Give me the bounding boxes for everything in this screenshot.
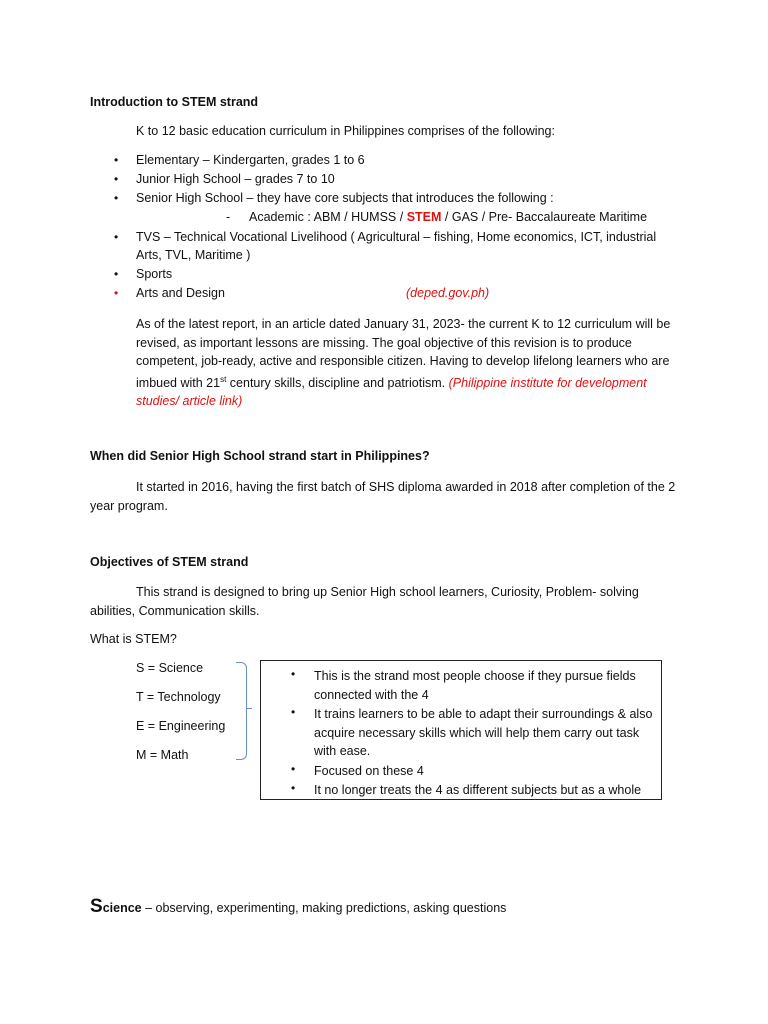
stem-highlight: STEM (406, 210, 442, 224)
brace-icon (236, 662, 247, 760)
list-item: Junior High School – grades 7 to 10 (136, 172, 335, 186)
shs-heading: When did Senior High School strand start in Philippines? (90, 449, 430, 463)
bullet-icon: • (114, 267, 119, 281)
bullet-icon: • (291, 762, 296, 776)
report-tail: century skills, discipline and patriotism. (226, 375, 449, 390)
academic-line (249, 210, 647, 224)
list-item: Senior High School – they have core subjects that introduces the following : (136, 191, 554, 205)
objectives-heading: Objectives of STEM strand (90, 555, 249, 569)
what-is-stem: What is STEM? (90, 632, 177, 646)
bullet-icon: • (291, 705, 296, 719)
dash-marker: - (226, 210, 231, 224)
bullet-icon-red: • (114, 286, 119, 300)
report-paragraph (136, 315, 676, 411)
science-word: cience (102, 901, 142, 915)
list-item-tvs-2: Arts, TVL, Maritime ) (136, 248, 251, 262)
science-initial: S (90, 896, 103, 917)
box-point: Focused on these 4 (314, 764, 424, 778)
objectives-paragraph: This strand is designed to bring up Senior High school learners, Curiosity, Problem- solving abilities, Communication skills. (90, 585, 639, 618)
report-text: As of the latest report, in an article dated January 31, 2023- the current K to 12 curriculum will be revised, as important lessons are missing. The goal objective of this revision is to produce competent, job-ready, active and responsible citizen. Having to develop lifelong learners who are imbued with 21 (136, 317, 671, 390)
academic-prefix: Academic : ABM / HUMSS / (249, 210, 407, 224)
science-line (90, 896, 506, 918)
stem-letter-s: S = Science (136, 661, 204, 675)
academic-suffix: / GAS / Pre- Baccalaureate Maritime (441, 210, 648, 224)
list-item-sports: Sports (136, 267, 173, 281)
intro-lead: K to 12 basic education curriculum in Philippines comprises of the following: (136, 124, 555, 138)
report-source: (Philippine institute for development studies/ article link) (136, 375, 647, 409)
stem-letter-t: T = Technology (136, 690, 221, 704)
source-citation: (deped.gov.ph) (406, 286, 490, 300)
box-point: It trains learners to be able to adapt their surroundings & also acquire necessary skills which will help them carry out task with ease. (314, 707, 653, 758)
stem-letter-m: M = Math (136, 748, 189, 762)
box-point: This is the strand most people choose if they pursue fields connected with the 4 (314, 669, 636, 702)
shs-paragraph: It started in 2016, having the first batch of SHS diploma awarded in 2018 after completion of the 2 year program. (90, 480, 676, 513)
science-desc: – observing, experimenting, making predictions, asking questions (141, 901, 507, 915)
bullet-icon: • (291, 667, 296, 681)
bullet-icon: • (114, 191, 119, 205)
report-superscript: st (220, 374, 227, 384)
bullet-icon: • (291, 781, 296, 795)
bullet-icon: • (114, 230, 119, 244)
bullet-icon: • (114, 153, 119, 167)
list-item-tvs-1: TVS – Technical Vocational Livelihood ( Agricultural – fishing, Home economics, ICT, industrial (136, 230, 657, 244)
box-point: It no longer treats the 4 as different subjects but as a whole (314, 783, 642, 797)
intro-heading: Introduction to STEM strand (90, 95, 259, 109)
list-item-arts: Arts and Design (136, 286, 225, 300)
list-item: Elementary – Kindergarten, grades 1 to 6 (136, 153, 365, 167)
stem-letter-e: E = Engineering (136, 719, 226, 733)
bullet-icon: • (114, 172, 119, 186)
brace-tip (246, 708, 252, 709)
